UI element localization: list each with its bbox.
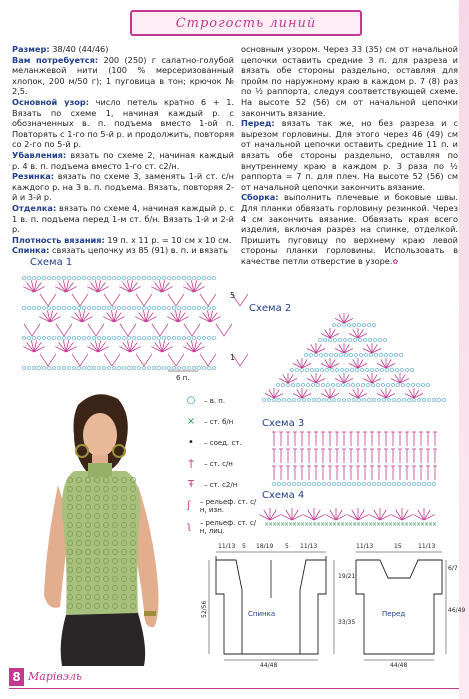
svg-text:×: × — [396, 521, 402, 528]
svg-text:×: × — [416, 521, 422, 528]
svg-text:×: × — [272, 521, 278, 528]
gauge-paragraph: Плотность вязания: 19 п. х 11 р. = 10 см х 10 см. — [12, 234, 232, 245]
scheme-1-repeat-label: 6 п. — [176, 374, 190, 382]
scheme-1-row-5: 5 — [230, 291, 236, 300]
back-dim-armhole: 19/21 — [338, 573, 356, 580]
svg-text:×: × — [404, 521, 410, 528]
materials-paragraph: Вам потребуется: 200 (250) г салатно-голубой меланжевой нити (100 % мерсеризованный хлопок, 200 м/50 г); 1 пуговица в тон; крючок № 2,5. — [12, 54, 234, 97]
svg-text:×: × — [348, 521, 354, 528]
svg-text:×: × — [324, 521, 330, 528]
svg-text:×: × — [304, 521, 310, 528]
svg-text:×: × — [428, 521, 434, 528]
scheme-2-stitches — [262, 313, 446, 401]
legend-text: – в. п. — [204, 396, 226, 405]
legend-symbol-icon: ʃ — [187, 500, 191, 511]
svg-text:×: × — [384, 521, 390, 528]
assembly-paragraph: Сборка: выполнить плечевые и боковые швы. Для планки обвязать горловину резинкой. Через 4 см закончить вязание. Обвязать края всего изделия, включая разрез на спинке, отделкой. Пришить пуговицу по верхнему краю левой стороны планки горловины. Использовать в качестве петли отверстие в узоре.✿ — [241, 192, 458, 266]
scheme-4-stitches — [259, 508, 437, 528]
legend-text: – рельеф. ст. с/н, изн. — [199, 497, 257, 514]
svg-text:×: × — [336, 521, 342, 528]
scheme-3-label: Схема 3 — [262, 418, 305, 429]
back-paragraph: Спинка: связать цепочку из 85 (91) в. п. и вязать — [12, 245, 228, 256]
scheme-4-label: Схема 4 — [262, 490, 305, 501]
svg-text:×: × — [360, 521, 366, 528]
svg-text:×: × — [332, 521, 338, 528]
title-banner — [130, 10, 362, 36]
front-dim-shoulder-right: 11/13 — [418, 543, 436, 550]
legend-symbol-icon: ○ — [186, 395, 196, 406]
page-title: Строгость линий — [175, 15, 317, 31]
svg-text:×: × — [288, 521, 294, 528]
back-dim-body: 33/35 — [338, 619, 356, 626]
svg-text:×: × — [400, 521, 406, 528]
scheme-1-row-1: 1 — [230, 353, 236, 362]
symbol-legend — [182, 390, 262, 537]
instructions-left-column — [12, 44, 234, 256]
black-skirt — [61, 613, 145, 666]
svg-text:×: × — [388, 521, 394, 528]
front-dim-neck: 15 — [394, 543, 402, 550]
svg-text:×: × — [376, 521, 382, 528]
back-dim-bottom: 44/48 — [260, 662, 278, 669]
svg-text:×: × — [276, 521, 282, 528]
svg-text:×: × — [312, 521, 318, 528]
svg-text:×: × — [292, 521, 298, 528]
footer-rule — [9, 688, 459, 689]
scheme-1-label: Схема 1 — [30, 257, 73, 268]
front-label: Перед — [382, 610, 406, 618]
svg-text:×: × — [368, 521, 374, 528]
svg-text:×: × — [296, 521, 302, 528]
legend-text: – ст. с/н — [204, 459, 233, 468]
legend-item — [182, 411, 262, 432]
front-paragraph: Перед: вязать так же, но без разреза и с вырезом горловины. Для этого через 46 (49) см от начальной цепочки оставить средние 11 п. и вязать обе стороны раздельно, оставляя по внутреннему краю в каждом р. 3 раза по ½ раппорта = 7 п. для плеч. На высоте 52 (56) см от начальной цепочки закончить вязание. — [241, 118, 458, 192]
svg-text:×: × — [284, 521, 290, 528]
scheme-3-diagram — [270, 428, 440, 486]
svg-text:×: × — [300, 521, 306, 528]
front-dim-neckline: 6/7 — [448, 565, 458, 572]
legend-item — [182, 516, 262, 537]
scheme-1-diagram — [18, 268, 238, 384]
scheme-1-stitches — [22, 277, 248, 370]
svg-text:×: × — [372, 521, 378, 528]
back-continued-paragraph: основным узором. Через 33 (35) см от начальной цепочки оставить средние 3 п. для разреза и вязать обе стороны раздельно, оставляя для пройм по наружному краю в каждом р. 7 (8) раз по ½ раппорта, следуя соответствующей схеме. На высоте 52 (56) см от начальной цепочки закончить вязание. — [241, 44, 458, 118]
scheme-2-label: Схема 2 — [249, 303, 292, 314]
svg-text:×: × — [356, 521, 362, 528]
pattern-schematics — [196, 538, 466, 669]
svg-text:×: × — [328, 521, 334, 528]
magazine-name: Марiвэль — [28, 670, 82, 683]
back-dim-shoulder-right: 11/13 — [300, 543, 318, 550]
svg-text:×: × — [420, 521, 426, 528]
back-dim-shoulder-left: 11/13 — [218, 543, 236, 550]
legend-text: – ст. б/н — [204, 417, 234, 426]
svg-text:×: × — [264, 521, 270, 528]
back-dim-5b: 5 — [285, 543, 289, 550]
legend-item — [182, 432, 262, 453]
svg-text:×: × — [432, 521, 438, 528]
svg-text:×: × — [392, 521, 398, 528]
svg-text:×: × — [316, 521, 322, 528]
svg-text:×: × — [424, 521, 430, 528]
svg-text:×: × — [352, 521, 358, 528]
scheme-4-diagram — [260, 498, 440, 532]
legend-symbol-icon: • — [188, 437, 194, 448]
crochet-top — [62, 471, 140, 617]
legend-symbol-icon: × — [186, 416, 196, 427]
decreases-paragraph: Убавления: вязать по схеме 2, начиная каждый р. 4 в. п. подъема вместо 1-го ст. с2/н. — [12, 149, 234, 171]
svg-text:×: × — [308, 521, 314, 528]
svg-text:×: × — [408, 521, 414, 528]
svg-text:×: × — [320, 521, 326, 528]
legend-text: – рельеф. ст. с/н, лиц. — [199, 518, 257, 535]
legend-symbol-icon: ʅ — [186, 521, 192, 532]
page-number: 8 — [9, 668, 24, 686]
edging-paragraph: Отделка: вязать по схеме 4, начиная каждый р. с 1 в. п. подъема перед 1-м ст. б/н. Вязать 1-й и 2-й р. — [12, 202, 234, 235]
back-dim-5a: 5 — [242, 543, 246, 550]
rib-paragraph: Резинка: вязать по схеме 3, заменять 1-й ст. с/н каждого р. на 3 в. п. подъема. Вязать, повторяя 2-й и 3-й р. — [12, 171, 234, 203]
scheme-3-stitches — [272, 432, 437, 485]
legend-text: – соед. ст. — [204, 438, 242, 447]
back-dim-neck: 18/19 — [256, 543, 274, 550]
svg-text:×: × — [340, 521, 346, 528]
instructions-right-column — [241, 44, 458, 267]
legend-item — [182, 474, 262, 495]
legend-text: – ст. с2/н — [204, 480, 238, 489]
svg-text:×: × — [364, 521, 370, 528]
legend-item — [182, 495, 262, 516]
svg-text:×: × — [280, 521, 286, 528]
front-dim-shoulder-left: 11/13 — [356, 543, 374, 550]
back-dim-total: 52/56 — [201, 600, 208, 618]
main-pattern-paragraph: Основной узор: число петель кратно 6 + 1. Вязать по схеме 1, начиная каждый р. с обозначенных в. п. подъема вместо 1-ой п. Повторять с 1-го по 5-й р. и продолжить, повторяя со 2-го по 5-й р. — [12, 96, 235, 150]
svg-text:×: × — [412, 521, 418, 528]
bracelet — [144, 611, 156, 616]
scheme-2-diagram — [260, 310, 450, 410]
legend-symbol-icon: Ŧ — [187, 479, 195, 490]
svg-text:×: × — [268, 521, 274, 528]
front-dim-height: 46/49 — [448, 607, 466, 614]
svg-text:×: × — [344, 521, 350, 528]
front-outline — [356, 560, 442, 654]
front-dim-bottom: 44/48 — [390, 662, 408, 669]
back-label: Спинка — [248, 610, 276, 618]
model-photo — [8, 385, 184, 666]
svg-text:×: × — [380, 521, 386, 528]
legend-symbol-icon: ϯ — [188, 458, 194, 469]
size-paragraph: Размер: 38/40 (44/46) — [12, 44, 109, 54]
neck-band — [88, 463, 112, 477]
legend-item — [182, 453, 262, 474]
legend-item — [182, 390, 262, 411]
page-edge-decoration — [459, 0, 469, 699]
